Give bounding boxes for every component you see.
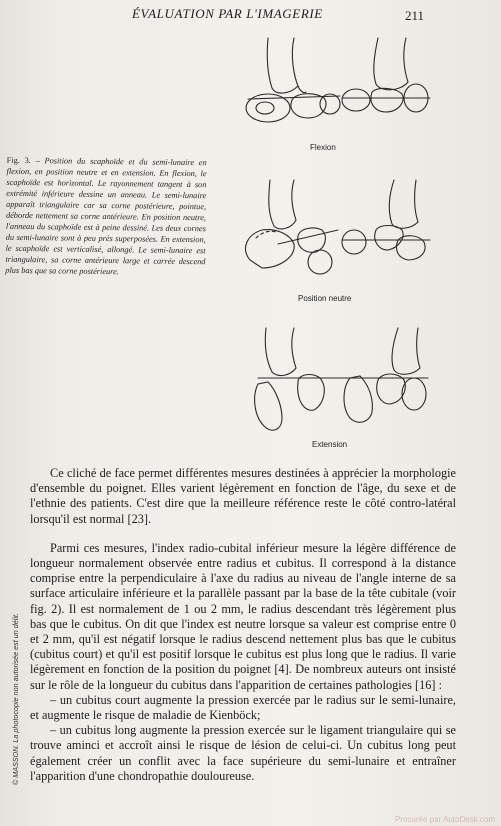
running-title: ÉVALUATION PAR L'IMAGERIE [132,6,323,21]
neutral-radius-right [389,180,418,228]
neutral-axis-left [278,230,338,244]
page-number: 211 [405,8,425,23]
label-neutral: Position neutre [298,294,352,303]
neutral-carpal-left [308,250,332,274]
main-text [30,466,456,784]
flexion-scaphoid-right [342,89,370,111]
neutral-scaphoid-dash [256,231,276,238]
paragraph-1: Ce cliché de face permet différentes mesures destinées à apprécier la morphologie d'ensemble du poignet. Elles varient légèrement en fonction de l'âge, du sexe et de l'ethnie des patients. C'est dire que la meilleure référence reste le côté contro-latéral lorsqu'il est normal [23]. [30,466,456,526]
figure-caption-body: Position du scaphoïde et du semi-lunaire en flexion, en position neutre et en extension. En flexion, le scaphoïde est horizontal. Le rayonnement tangent à son extrémité inférieure dessine un anneau. Le semi-lunaire apparaît triangulaire car sa corne postérieure, pointue, déborde nettement sa corne antérieure. En position neutre, l'anneau du scaphoïde est à peine dessiné. Les deux cornes du semi-lunaire sont à peu près superposées. En extension, le scaphoïde est verticalisé, allongé. Le semi-lunaire est triangulaire, sa corne antérieure large et carrée descend plus bas que sa corne postérieure. [5,156,207,277]
flexion-scaphoid-inner [256,102,274,114]
extension-carpal-right [402,378,426,410]
flexion-ulna-left [298,86,306,93]
scan-watermark: Procurée par AutoDesk.com [394,815,495,824]
extension-scaphoid-right [344,376,372,422]
bullet-1: – un cubitus court augmente la pression exercée par le radius sur le semi-lunaire, et augmente le risque de maladie de Kienböck; [30,692,456,723]
neutral-scaphoid-left [246,230,295,268]
extension-radius-right [392,328,420,374]
extension-scaphoid-left [255,382,282,430]
neutral-scaphoid-right [342,230,366,254]
figure-caption [5,155,206,278]
extension-lunate-left [298,375,325,411]
label-flexion: Flexion [310,143,336,152]
figure-caption-lead: Fig. 3. – [6,155,40,166]
neutral-lunate-right [375,226,403,251]
paragraph-2: Parmi ces mesures, l'index radio-cubital inférieur mesure la légère différence de longueur normalement observée entre radius et cubitus. Il correspond à la distance comprise entre la perpendiculaire à l'axe du radius au niveau de l'angle interne de sa surface articulaire inférieure et la parallèle passant par la base de la tête cubitale (voir fig. 2). Il est normalement de 1 ou 2 mm, le radius descendant très légèrement plus bas que le cubitus. On dit que l'index est neutre lorsque sa valeur est comprise entre 0 et 2 mm, qu'il est négatif lorsque le radius descend nettement plus bas que le cubitus (cubitus court) et qu'il est positif lorsque le cubitus est plus long que le radius. Il varie légèrement en fonction de la position du poignet [4]. De nombreux auteurs ont insisté sur le rôle de la longueur du cubitus dans l'apparition de certaines pathologies [16] : [30,540,456,692]
flexion-axis-left [248,96,340,99]
flexion-lunate-right [371,88,403,112]
neutral-radius-left [269,180,296,229]
flexion-radius-right [374,38,408,90]
copyright-notice [4,545,18,790]
flexion-drawing [238,36,458,151]
neutral-drawing [238,178,458,288]
neutral-lunate-left [298,228,326,252]
flexion-radius-left [267,38,298,93]
bullet-2: – un cubitus long augmente la pression exercée sur le ligament triangulaire qui se trouve aminci et accroît ainsi le risque de lésion de celui-ci. Un cubitus long peut également créer un conflit avec la face supérieure du semi-lunaire et entraîner l'apparition d'une chondropathie douloureuse. [30,723,456,783]
neutral-carpal-right [396,236,425,260]
label-extension: Extension [312,440,348,449]
extension-drawing [238,326,458,438]
extension-radius-left [265,328,296,375]
copyright-notice-text: © MASSON. La photocopie non autorisée est un délit. [11,613,20,785]
